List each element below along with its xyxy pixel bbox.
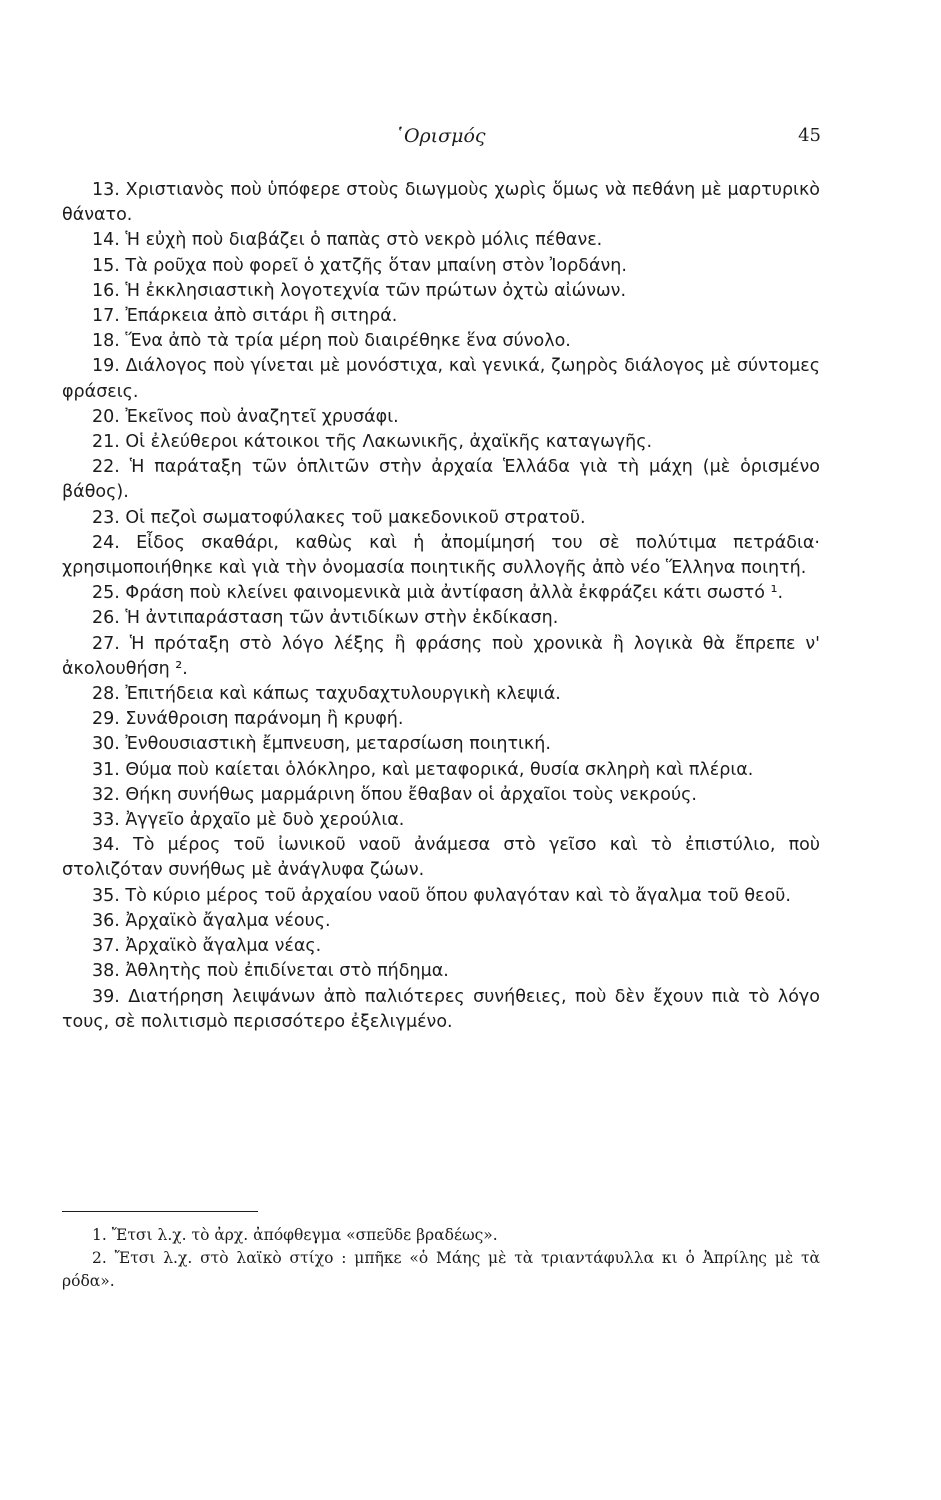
definition-28: 28. Ἐπιτήδεια καὶ κάπως ταχυδαχτυλουργικὴ κλεψιά. <box>92 684 561 705</box>
definition-31: 31. Θύμα ποὺ καίεται ὁλόκληρο, καὶ μεταφορικά, θυσία σκληρὴ καὶ πλέρια. <box>92 759 754 780</box>
page-number: 45 <box>798 125 821 146</box>
definition-15: 15. Τὰ ροῦχα ποὺ φορεῖ ὁ χατζῆς ὅταν μπαίνη στὸν Ἰορδάνη. <box>92 255 627 276</box>
definition-38: 38. Ἀθλητὴς ποὺ ἐπιδίνεται στὸ πήδημα. <box>92 961 449 982</box>
definition-20: 20. Ἐκεῖνος ποὺ ἀναζητεῖ χρυσάφι. <box>92 406 399 427</box>
running-title: ῾Ορισμός <box>394 125 486 147</box>
definition-32: 32. Θήκη συνήθως μαρμάρινη ὅπου ἔθαβαν οἱ ἀρχαῖοι τοὺς νεκρούς. <box>92 784 697 805</box>
definition-36: 36. Ἀρχαϊκὸ ἄγαλμα νέους. <box>92 910 331 931</box>
definition-13: 13. Χριστιανὸς ποὺ ὑπόφερε στοὺς διωγμοὺς χωρὶς ὅμως νὰ πεθάνη μὲ μαρτυρικὸ θάνατο. <box>62 180 820 226</box>
definition-34: 34. Τὸ μέρος τοῦ ἰωνικοῦ ναοῦ ἀνάμεσα στὸ γεῖσο καὶ τὸ ἐπιστύλιο, ποὺ στολιζόταν συνήθως μὲ ἀνάγλυφα ζώων. <box>62 835 820 881</box>
definition-27: 27. Ἡ πρόταξη στὸ λόγο λέξης ἢ φράσης ποὺ χρονικὰ ἢ λογικὰ θὰ ἔπρεπε ν' ἀκολουθήση ². <box>62 633 820 679</box>
definitions-list <box>62 178 820 1035</box>
definition-29: 29. Συνάθροιση παράνομη ἢ κρυφή. <box>92 709 404 730</box>
definition-17: 17. Ἐπάρκεια ἀπὸ σιτάρι ἢ σιτηρά. <box>92 306 398 327</box>
definition-21: 21. Οἱ ἐλεύθεροι κάτοικοι τῆς Λακωνικῆς, ἀχαϊκῆς καταγωγῆς. <box>92 432 653 453</box>
definition-14: 14. Ἡ εὐχὴ ποὺ διαβάζει ὁ παπὰς στὸ νεκρὸ μόλις πέθανε. <box>92 230 603 251</box>
footnote-1: 1. Ἔτσι λ.χ. τὸ ἀρχ. ἀπόφθεγμα «σπεῦδε βραδέως». <box>92 1226 498 1244</box>
footnote-divider <box>62 1211 258 1212</box>
footnote-2: 2. Ἔτσι λ.χ. στὸ λαϊκὸ στίχο : μπῆκε «ὁ Μάης μὲ τὰ τριαντάφυλλα κι ὁ Ἀπρίλης μὲ τὰ ρόδα». <box>62 1249 820 1290</box>
definition-30: 30. Ἐνθουσιαστικὴ ἔμπνευση, μεταρσίωση ποιητική. <box>92 734 551 755</box>
footnotes <box>62 1224 820 1293</box>
definition-25: 25. Φράση ποὺ κλείνει φαινομενικὰ μιὰ ἀντίφαση ἀλλὰ ἐκφράζει κάτι σωστό ¹. <box>92 583 784 604</box>
definition-37: 37. Ἀρχαϊκὸ ἄγαλμα νέας. <box>92 936 322 957</box>
running-header <box>60 125 820 161</box>
definition-18: 18. Ἕνα ἀπὸ τὰ τρία μέρη ποὺ διαιρέθηκε ἕνα σύνολο. <box>92 331 571 352</box>
definition-23: 23. Οἱ πεζοὶ σωματοφύλακες τοῦ μακεδονικοῦ στρατοῦ. <box>92 507 586 528</box>
definition-39: 39. Διατήρηση λειψάνων ἀπὸ παλιότερες συνήθειες, ποὺ δὲν ἔχουν πιὰ τὸ λόγο τους, σὲ πολιτισμὸ περισσότερο ἐξελιγμένο. <box>62 986 820 1032</box>
definition-33: 33. Ἀγγεῖο ἀρχαῖο μὲ δυὸ χερούλια. <box>92 810 405 831</box>
definition-35: 35. Τὸ κύριο μέρος τοῦ ἀρχαίου ναοῦ ὅπου φυλαγόταν καὶ τὸ ἄγαλμα τοῦ θεοῦ. <box>92 885 791 906</box>
definition-16: 16. Ἡ ἐκκλησιαστικὴ λογοτεχνία τῶν πρώτων ὀχτὼ αἰώνων. <box>92 280 627 301</box>
definition-22: 22. Ἡ παράταξη τῶν ὁπλιτῶν στὴν ἀρχαία Ἑλλάδα γιὰ τὴ μάχη (μὲ ὁρισμένο βάθος). <box>62 457 820 503</box>
definition-24: 24. Εἶδος σκαθάρι, καθὼς καὶ ἡ ἀπομίμησή του σὲ πολύτιμα πετράδια· χρησιμοποιήθηκε καὶ γιὰ τὴν ὀνομασία ποιητικῆς συλλογῆς ἀπὸ νέο Ἕλληνα ποιητή. <box>62 532 820 579</box>
definition-26: 26. Ἡ ἀντιπαράσταση τῶν ἀντιδίκων στὴν ἐκδίκαση. <box>92 608 559 629</box>
definition-19: 19. Διάλογος ποὺ γίνεται μὲ μονόστιχα, καὶ γενικά, ζωηρὸς διάλογος μὲ σύντομες φράσεις. <box>62 356 820 402</box>
